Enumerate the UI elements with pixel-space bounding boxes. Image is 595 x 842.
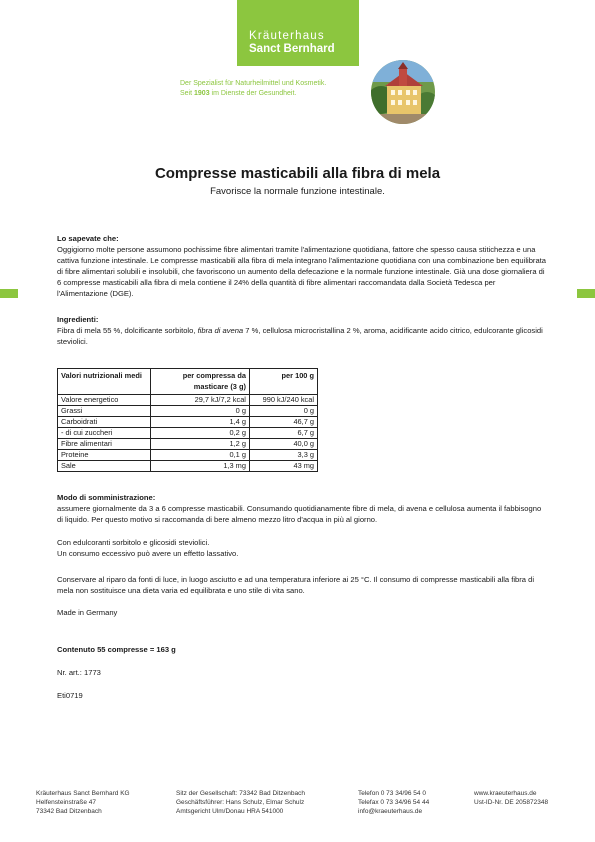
footer-line: Amtsgericht Ulm/Donau HRA 541000: [176, 808, 284, 815]
footer-website-link[interactable]: www.kraeuterhaus.de: [474, 790, 537, 797]
tagline: [180, 79, 326, 99]
table-row: [58, 461, 318, 472]
ingredients-heading: Ingredienti:: [57, 315, 99, 324]
content-amount: Contenuto 55 compresse = 163 g: [57, 645, 176, 654]
table-cell: 1,2 g: [151, 439, 250, 450]
usage-section: [57, 492, 547, 525]
table-cell: 46,7 g: [249, 417, 317, 428]
table-cell: 6,7 g: [249, 428, 317, 439]
label-code: Eti0719: [57, 691, 83, 700]
logo-line-2: Sanct Bernhard: [249, 43, 335, 55]
table-cell: 40,0 g: [249, 439, 317, 450]
table-header-cell: Valori nutrizionali medi: [58, 369, 151, 395]
warning-line: Un consumo eccessivo può avere un effetto lassativo.: [57, 549, 239, 558]
table-cell: 0 g: [249, 406, 317, 417]
table-cell: - di cui zuccheri: [58, 428, 151, 439]
footer-line: 73342 Bad Ditzenbach: [36, 808, 102, 815]
building-photo: [371, 60, 435, 124]
made-in: Made in Germany: [57, 608, 118, 617]
table-cell: 43 mg: [249, 461, 317, 472]
table-row: [58, 417, 318, 428]
usage-heading: Modo di somministrazione:: [57, 493, 156, 502]
footer-company: [36, 789, 130, 816]
warning-line: Con edulcoranti sorbitolo e glicosidi steviolici.: [57, 538, 210, 547]
table-cell: 29,7 kJ/7,2 kcal: [151, 395, 250, 406]
footer-registry: [176, 789, 305, 816]
table-header-cell: per 100 g: [249, 369, 317, 395]
table-cell: 990 kJ/240 kcal: [249, 395, 317, 406]
fold-mark-left: [0, 289, 18, 298]
table-cell: Proteine: [58, 450, 151, 461]
footer-vat-id: Ust-ID-Nr. DE 205872348: [474, 799, 549, 806]
tagline-line-1: Der Spezialist für Naturheilmittel und Kosmetik.: [180, 80, 327, 87]
footer-line: Kräuterhaus Sanct Bernhard KG: [36, 790, 130, 797]
footer-contact: [358, 789, 429, 816]
nutrition-table: [57, 368, 318, 472]
table-row: [58, 395, 318, 406]
storage-text: Conservare al riparo da fonti di luce, in luogo asciutto e ad una temperatura inferiore ai 25 °C. Il consumo di compresse masticabili alla fibra di mela non sostituisce una dieta varia ed equilibrata e uno stile di vita sano.: [57, 575, 535, 595]
article-number: Nr. art.: 1773: [57, 668, 101, 677]
table-header-cell: per compressa da masticare (3 g): [151, 369, 250, 395]
ingredients-section: [57, 314, 547, 347]
info-text: Oggigiorno molte persone assumono pochissime fibre alimentari tramite l'alimentazione quotidiana, fattore che spesso causa stitichezza e una cattiva funzione intestinale. Le compresse masticabili alla fibra di mela integrano l'alimentazione quotidiana con una combinazione ben equilibrata di fibre alimentari solubili e insolubili, che favoriscono un aumento della defecazione e la normale funzione intestinale. Già una dose giornaliera di 6 compresse masticabili alla fibra di mela contiene il 24% della quantità di fibre alimentari raccomandata dalla Società Tedesca per l'Alimentazione (DGE).: [57, 245, 547, 298]
product-title: Compresse masticabili alla fibra di mela: [154, 165, 441, 182]
table-cell: 1,4 g: [151, 417, 250, 428]
table-row: [58, 406, 318, 417]
footer-email-link[interactable]: info@kraeuterhaus.de: [358, 808, 423, 815]
product-subtitle: Favorisce la normale funzione intestinale.: [210, 186, 385, 197]
table-cell: Carboidrati: [58, 417, 151, 428]
table-row: [58, 450, 318, 461]
table-cell: 0 g: [151, 406, 250, 417]
usage-text: assumere giornalmente da 3 a 6 compresse masticabili. Consumando quotidianamente fibre di mela, di avena e cellulosa aumenta il fabbisogno di liquido. Per questo motivo si raccomanda di bere almeno mezzo litro d'acqua in più al giorno.: [57, 504, 542, 524]
brand-logo: [237, 0, 359, 66]
table-header-row: [58, 369, 318, 395]
info-section: [57, 233, 547, 299]
table-cell: Sale: [58, 461, 151, 472]
footer-line: Geschäftsführer: Hans Schulz, Elmar Schulz: [176, 799, 305, 806]
table-cell: 0,2 g: [151, 428, 250, 439]
ingredients-text: Fibra di mela 55 %, dolcificante sorbitolo, fibra di avena 7 %, cellulosa microcristallina 2 %, aroma, acidificante acido citrico, edulcorante glicosidi steviolici.: [57, 326, 543, 346]
table-cell: 0,1 g: [151, 450, 250, 461]
table-cell: Fibre alimentari: [58, 439, 151, 450]
table-cell: 3,3 g: [249, 450, 317, 461]
footer-line: Helfensteinstraße 47: [36, 799, 96, 806]
fold-mark-right: [577, 289, 595, 298]
table-cell: Grassi: [58, 406, 151, 417]
table-cell: 1,3 mg: [151, 461, 250, 472]
footer-web: [474, 789, 548, 807]
warnings: [57, 537, 547, 559]
table-row: [58, 439, 318, 450]
tagline-line-2: Seit 1903 im Dienste der Gesundheit.: [180, 90, 297, 97]
footer-line: Sitz der Gesellschaft: 73342 Bad Ditzenbach: [176, 790, 305, 797]
footer-phone: Telefon 0 73 34/96 54 0: [358, 790, 426, 797]
footer-fax: Telefax 0 73 34/96 54 44: [358, 799, 430, 806]
info-heading: Lo sapevate che:: [57, 234, 119, 243]
logo-line-1: Kräuterhaus: [249, 30, 325, 42]
table-row: [58, 428, 318, 439]
table-cell: Valore energetico: [58, 395, 151, 406]
